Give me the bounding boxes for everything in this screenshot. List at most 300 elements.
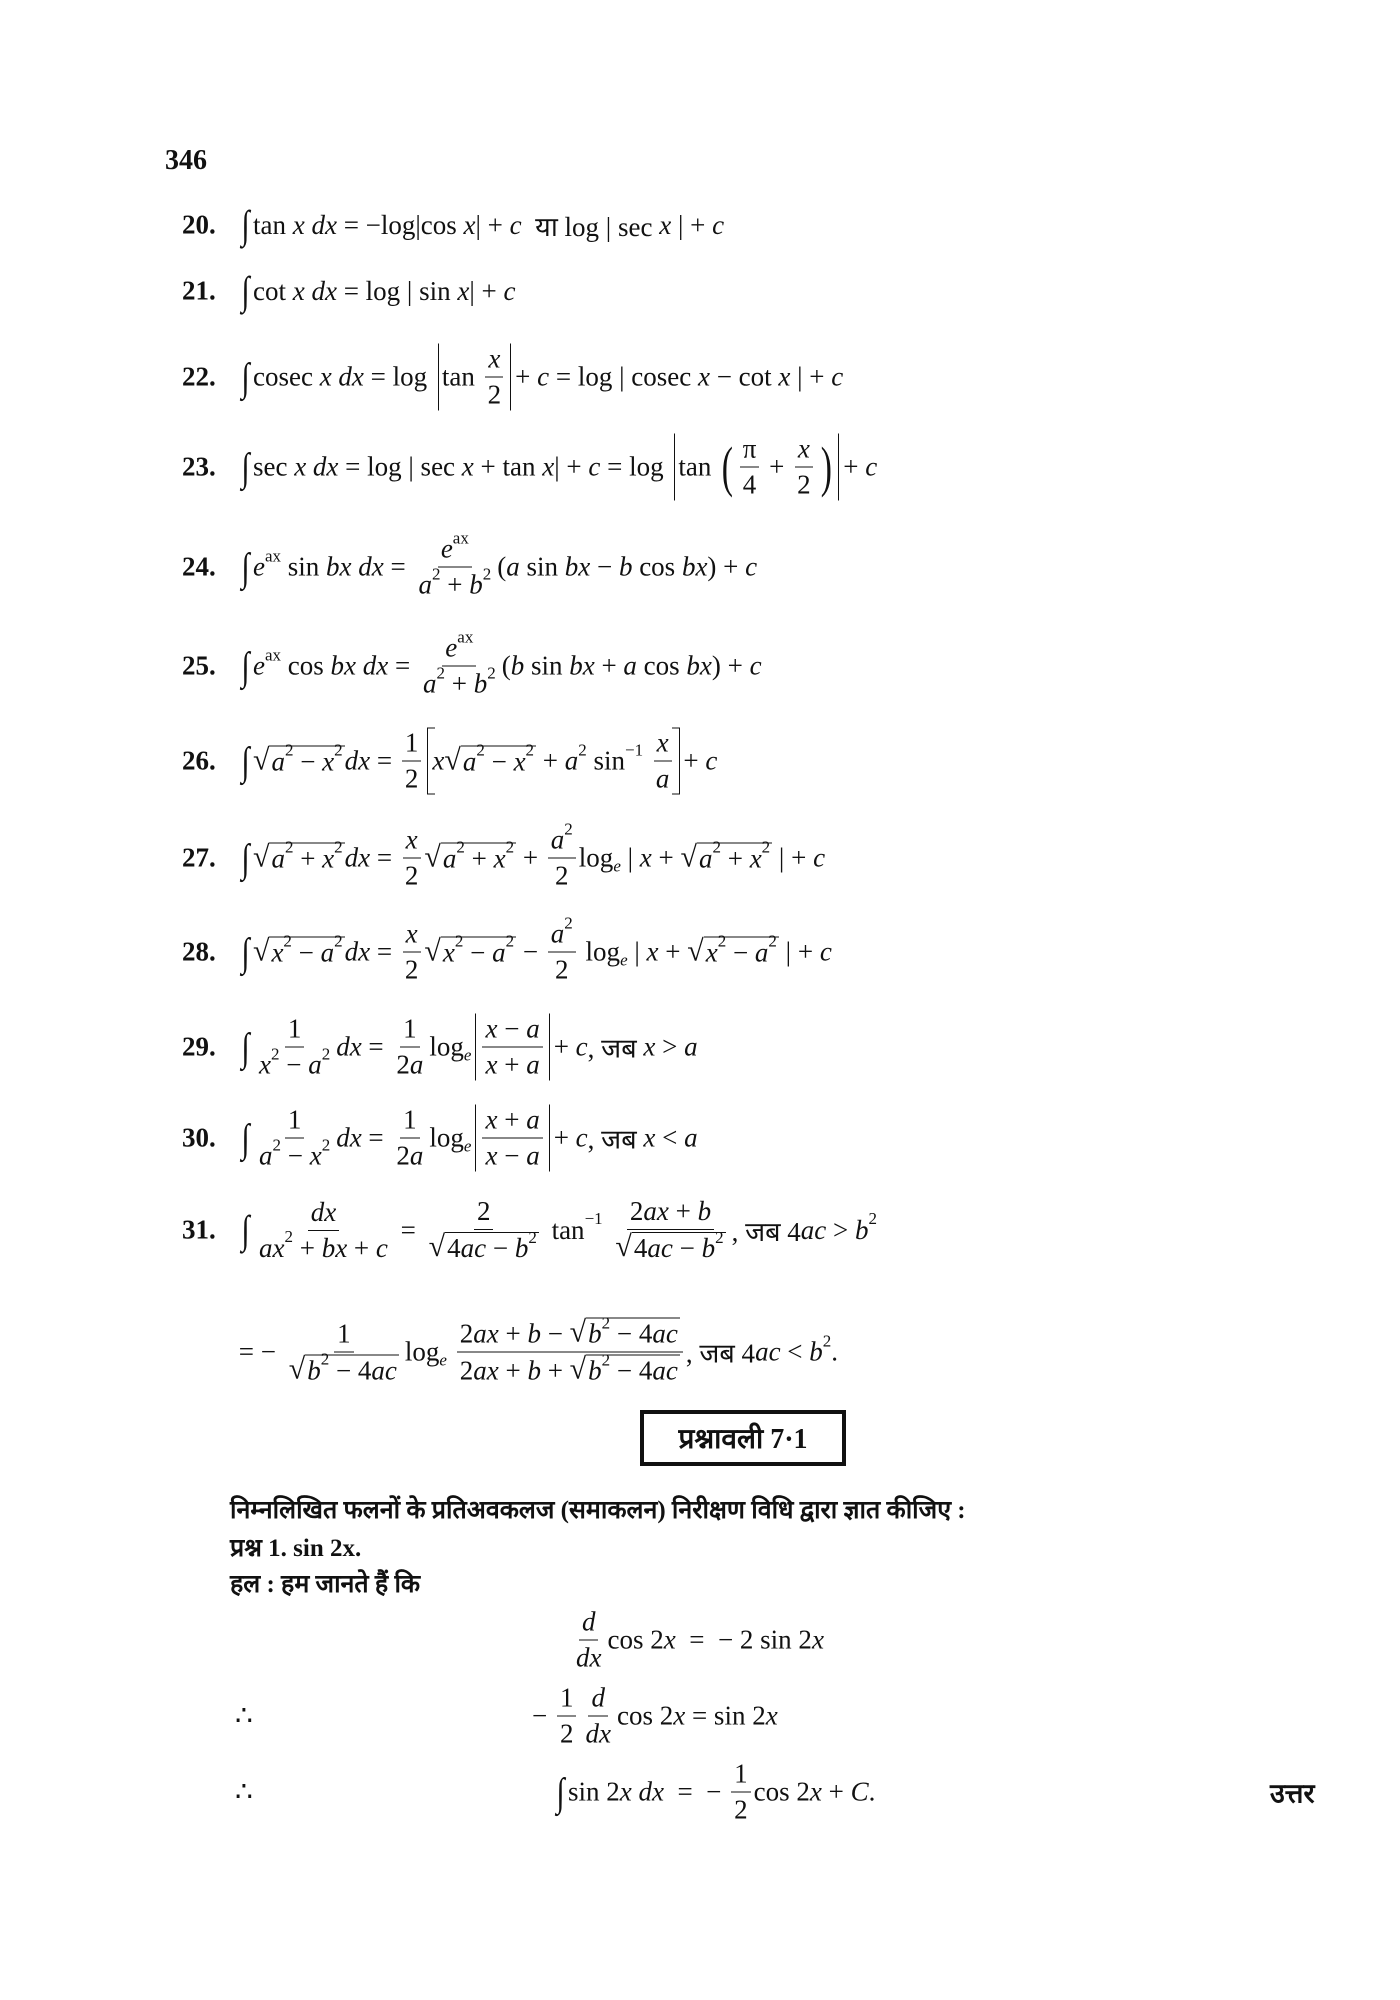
superscript: 2: [578, 740, 587, 759]
math-variable: c: [819, 936, 832, 967]
math-variable: a: [506, 551, 520, 582]
formula-number: 21.: [182, 275, 216, 306]
math-variable: b: [527, 1318, 541, 1348]
math-text: −: [672, 1233, 702, 1263]
math-variable: x: [485, 1140, 498, 1171]
formula-number: 30.: [182, 1122, 216, 1153]
math-variable: b: [469, 569, 483, 600]
math-text: +: [516, 842, 545, 873]
math-variable: e: [440, 533, 453, 564]
math-variable: a: [492, 937, 506, 967]
square-root: [680, 837, 772, 874]
superscript: 2: [715, 1227, 724, 1247]
radicand: [269, 837, 344, 874]
integral-sign: ∫: [241, 738, 250, 783]
math-text: 2: [487, 379, 502, 410]
math-variable: dx: [344, 745, 371, 776]
numerator: [400, 1014, 420, 1048]
math-variable: x dx: [619, 1776, 664, 1807]
math-text: = −: [232, 1336, 283, 1367]
math-text: = log: [363, 361, 434, 392]
math-text: 2: [459, 1355, 474, 1385]
fraction: [402, 728, 422, 795]
math-text: +: [497, 1104, 527, 1135]
integral-sign: ∫: [241, 643, 250, 688]
fraction: [731, 1759, 751, 1826]
math-text: +: [515, 361, 538, 392]
denominator: [653, 762, 673, 795]
exercise-instruction: निम्नलिखित फलनों के प्रतिअवकलज (समाकलन) निरीक्षण विधि द्वारा ज्ञात कीजिए :: [230, 1497, 966, 1524]
math-text: =: [370, 745, 399, 776]
math-variable: x: [646, 936, 659, 967]
math-text: 1: [403, 1104, 417, 1135]
math-text: −: [293, 746, 323, 776]
radical-sign: √: [569, 1315, 587, 1349]
numerator: [579, 1607, 599, 1641]
absolute-value: [475, 1105, 549, 1172]
math-text: 2: [559, 1718, 574, 1749]
math-text: −: [497, 1140, 527, 1171]
math-text: sin 2: [567, 1776, 620, 1807]
solution-step-3: [555, 1759, 875, 1826]
math-text: 1: [559, 1682, 574, 1713]
fraction: [740, 434, 760, 501]
superscript: 2: [320, 1349, 330, 1369]
numerator: [548, 819, 576, 859]
integral-sign: ∫: [241, 1115, 250, 1160]
fraction: [548, 819, 576, 892]
math-variable: x: [797, 433, 810, 464]
math-text: (: [497, 551, 507, 582]
numerator: [482, 1105, 542, 1139]
formula-23: [240, 434, 877, 501]
math-text: =: [361, 1122, 391, 1153]
denominator: [573, 1641, 604, 1674]
numerator: [485, 344, 503, 378]
math-variable: a: [526, 1049, 540, 1080]
fraction: [256, 1197, 391, 1264]
square-root: [615, 1227, 725, 1264]
math-variable: b: [809, 1336, 823, 1367]
math-text: 4: [447, 1233, 461, 1263]
math-variable: x dx: [292, 209, 337, 240]
square-root: [424, 837, 516, 874]
math-text: , जब: [587, 1033, 644, 1064]
math-variable: c: [712, 209, 725, 240]
math-variable: a: [684, 1031, 698, 1062]
math-text: या log | sec: [521, 211, 660, 242]
radical-sign: √: [288, 1352, 306, 1385]
denominator: [582, 1717, 613, 1750]
math-text: <: [780, 1336, 810, 1367]
math-variable: a: [550, 918, 565, 949]
numerator: [588, 1683, 608, 1717]
integral-sign: ∫: [241, 1207, 250, 1252]
denominator: [256, 1227, 391, 1264]
square-root: [424, 931, 516, 968]
math-variable: c: [588, 451, 601, 482]
math-variable: a: [623, 650, 637, 681]
math-variable: x: [778, 361, 791, 392]
denominator: [256, 1135, 333, 1172]
math-text: 2: [396, 1049, 410, 1080]
math-variable: dx: [344, 936, 371, 967]
integral-sign: ∫: [241, 444, 250, 489]
math-text: +: [293, 843, 323, 873]
numerator: [442, 627, 476, 667]
math-variable: a: [526, 1104, 540, 1135]
math-text: 2: [404, 860, 419, 891]
formula-number: 28.: [182, 936, 216, 967]
radical-sign: √: [424, 840, 441, 873]
math-variable: x: [542, 451, 555, 482]
math-variable: x: [309, 1140, 322, 1171]
math-variable: a: [526, 1140, 540, 1171]
fraction: [612, 1196, 728, 1264]
math-variable: a: [442, 843, 457, 873]
radicand: [586, 1350, 680, 1387]
radical-sign: √: [252, 934, 270, 967]
denominator: [482, 1139, 542, 1172]
superscript: 2: [601, 1350, 611, 1369]
formula-25: [240, 627, 762, 700]
fraction: [256, 1014, 333, 1081]
math-text: 4: [633, 1233, 648, 1263]
superscript: 2: [601, 1313, 611, 1332]
superscript: 2: [476, 740, 485, 760]
denominator: [402, 859, 422, 892]
square-root: [252, 740, 345, 777]
math-text: tan: [678, 451, 719, 482]
denominator: [612, 1227, 728, 1264]
formula-31: [240, 1196, 877, 1264]
formula-number: 29.: [182, 1031, 216, 1062]
math-text: + tan: [473, 451, 543, 482]
math-text: +: [843, 451, 866, 482]
formula-28: [240, 913, 832, 986]
superscript: 2: [321, 1044, 331, 1063]
math-variable: b: [473, 668, 488, 699]
math-text: 2: [555, 860, 569, 891]
numerator: [731, 1759, 751, 1793]
solution-step-1: [570, 1607, 824, 1674]
math-variable: e: [613, 856, 621, 875]
math-text: −: [590, 551, 619, 582]
math-text: − cot: [709, 361, 779, 392]
radicand: [441, 931, 516, 968]
math-text: +: [720, 843, 750, 873]
radicand: [632, 1227, 726, 1264]
answer-label: उत्तर: [1270, 1778, 1315, 1809]
math-text: | +: [554, 451, 589, 482]
solution-intro: हल : हम जानते हैं कि: [230, 1571, 421, 1598]
math-text: +: [440, 569, 470, 600]
math-text: tan: [544, 1214, 585, 1245]
math-text: 1: [734, 1758, 748, 1789]
math-variable: x: [639, 842, 652, 873]
math-variable: bx: [321, 1232, 348, 1263]
square-root: [569, 1350, 680, 1387]
numerator: [474, 1196, 494, 1230]
math-variable: a: [422, 668, 437, 699]
subscript: [613, 856, 621, 876]
math-variable: x: [643, 1031, 656, 1062]
radical-sign: √: [687, 934, 704, 967]
math-text: 2: [396, 1140, 410, 1171]
math-text: 2: [555, 954, 569, 985]
denominator: [402, 953, 422, 986]
radicand: [269, 740, 344, 777]
math-variable: x: [271, 937, 284, 967]
question-1: प्रश्न 1. sin 2x.: [230, 1535, 362, 1562]
math-variable: b: [588, 1355, 602, 1386]
math-text: 1: [287, 1013, 302, 1044]
math-text: +: [497, 1049, 527, 1080]
math-variable: a: [655, 763, 670, 794]
absolute-value: [438, 344, 511, 411]
math-text: +: [536, 745, 565, 776]
math-variable: e: [463, 1045, 472, 1064]
superscript: 2: [528, 1227, 537, 1247]
radical-sign: √: [444, 743, 461, 776]
integral-sign: ∫: [241, 835, 250, 880]
fraction: [402, 919, 422, 986]
math-variable: x: [485, 1013, 498, 1044]
fraction: [393, 1105, 426, 1172]
math-text: −: [484, 746, 514, 776]
math-variable: c: [503, 275, 516, 306]
denominator: [552, 859, 572, 892]
superscript: 2: [822, 1331, 832, 1350]
math-variable: ax: [643, 1196, 669, 1226]
numerator: [334, 1318, 354, 1352]
superscript: ax: [452, 528, 469, 547]
superscript: 2: [482, 564, 492, 583]
math-variable: x: [461, 451, 474, 482]
math-variable: dx: [585, 1718, 611, 1749]
math-variable: ac: [800, 1214, 827, 1245]
superscript: 2: [284, 740, 294, 760]
formula-number: 24.: [182, 551, 216, 582]
math-variable: x: [656, 727, 669, 758]
math-variable: c: [705, 745, 718, 776]
math-text: 2: [459, 1318, 474, 1348]
therefore-symbol: ∴: [235, 1701, 253, 1732]
math-variable: c: [575, 1122, 588, 1153]
denominator: [256, 1044, 333, 1081]
denominator: [402, 762, 422, 795]
numerator: [548, 913, 576, 953]
math-variable: a: [526, 1013, 540, 1044]
math-text: <: [655, 1122, 685, 1153]
superscript: 2: [334, 837, 343, 857]
formula-number: 25.: [182, 650, 216, 681]
formula-20: [240, 202, 725, 247]
math-variable: c: [813, 842, 826, 873]
math-text: 2: [629, 1196, 644, 1226]
superscript: 2: [284, 837, 294, 857]
radical-sign: √: [428, 1230, 446, 1263]
math-variable: b: [307, 1355, 321, 1385]
math-variable: a: [564, 745, 579, 776]
math-variable: a: [320, 937, 335, 967]
math-variable: a: [258, 1140, 273, 1171]
numerator: [308, 1197, 339, 1231]
math-variable: a: [409, 1140, 424, 1171]
radical-sign: √: [252, 840, 270, 873]
formula-26: [240, 728, 717, 795]
radicand: [461, 740, 536, 777]
numerator: [285, 1105, 305, 1139]
math-text: −: [463, 937, 493, 967]
math-variable: ac: [460, 1233, 487, 1263]
math-text: +: [464, 843, 494, 873]
math-variable: x dx: [319, 361, 364, 392]
math-text: (: [501, 650, 511, 681]
math-variable: x: [673, 1700, 686, 1731]
fraction: [794, 434, 814, 501]
superscript: ax: [264, 645, 281, 664]
math-text: tan: [441, 361, 482, 392]
fraction: [482, 1014, 542, 1081]
superscript: 2: [454, 931, 464, 951]
math-variable: x: [493, 843, 506, 873]
math-variable: ax: [473, 1318, 499, 1348]
math-text: =: [388, 650, 417, 681]
math-text: π: [742, 433, 757, 464]
math-variable: x: [432, 745, 445, 776]
math-text: cosec: [252, 361, 320, 392]
math-text: = log | sec: [338, 451, 462, 482]
math-text: tan: [252, 209, 293, 240]
exercise-title: प्रश्नावली 7·1: [678, 1424, 808, 1455]
math-variable: e: [252, 551, 265, 582]
denominator: [457, 1350, 683, 1387]
math-text: =: [383, 551, 413, 582]
superscript: ax: [457, 627, 474, 646]
math-variable: ac: [652, 1355, 678, 1386]
fraction: [457, 1313, 683, 1387]
formula-number: 22.: [182, 361, 216, 392]
math-text: −: [540, 1318, 570, 1348]
math-variable: a: [308, 1049, 322, 1080]
square-root: [428, 1227, 539, 1264]
math-variable: x: [457, 275, 470, 306]
superscript: 2: [717, 931, 727, 951]
math-variable: C: [850, 1776, 869, 1807]
math-variable: x: [485, 1104, 498, 1135]
parentheses: [718, 434, 835, 501]
numerator: [627, 1196, 714, 1230]
math-variable: bx dx: [326, 551, 384, 582]
math-text: − 4: [610, 1355, 653, 1386]
math-text: +: [594, 650, 624, 681]
absolute-value: [475, 1014, 549, 1081]
radicand: [704, 931, 779, 968]
math-text: cos 2: [616, 1700, 674, 1731]
math-text: 2: [404, 954, 419, 985]
math-variable: ac: [652, 1318, 678, 1349]
formula-29: [240, 1014, 698, 1081]
integral-sign: ∫: [241, 268, 250, 313]
math-text: −: [516, 936, 545, 967]
math-variable: c: [865, 451, 878, 482]
denominator: [426, 1227, 542, 1264]
math-variable: x: [809, 1776, 822, 1807]
math-variable: x: [749, 843, 762, 873]
fraction: [420, 627, 499, 700]
square-root: [687, 931, 779, 968]
math-variable: c: [749, 650, 762, 681]
math-variable: b: [701, 1233, 716, 1263]
radicand: [697, 837, 772, 874]
denominator: [393, 1139, 426, 1172]
math-text: .: [868, 1776, 876, 1807]
math-variable: x: [405, 918, 418, 949]
math-variable: x: [811, 1624, 824, 1655]
math-variable: b: [527, 1355, 541, 1385]
denominator: [794, 468, 814, 501]
math-variable: x: [258, 1049, 271, 1080]
math-text: 1: [404, 727, 419, 758]
formula-31-continuation: [232, 1313, 839, 1387]
math-text: = log | sin: [336, 275, 458, 306]
math-variable: x: [488, 343, 501, 374]
subscript: [464, 1136, 472, 1156]
math-text: sin: [524, 650, 570, 681]
subscript: [439, 1350, 447, 1370]
math-text: +: [683, 745, 706, 776]
math-text: −: [279, 1049, 309, 1080]
superscript: 2: [505, 931, 515, 951]
math-variable: e: [620, 950, 628, 969]
math-text: 1: [337, 1318, 351, 1348]
math-text: cos 2: [607, 1624, 664, 1655]
math-variable: bx: [686, 650, 712, 681]
math-text: log: [578, 842, 614, 873]
superscript: 2: [284, 1227, 293, 1246]
math-variable: x: [322, 746, 335, 776]
math-text: log: [578, 936, 621, 967]
math-variable: a: [409, 1049, 424, 1080]
math-text: −: [280, 1140, 310, 1171]
math-text: >: [826, 1214, 856, 1245]
math-variable: b: [618, 551, 633, 582]
numerator: [740, 434, 760, 468]
math-variable: x dx: [294, 451, 339, 482]
formula-number: 23.: [182, 451, 216, 482]
superscript: 2: [272, 1135, 281, 1154]
math-variable: dx: [310, 1196, 337, 1227]
fraction: [582, 1683, 613, 1750]
denominator: [557, 1717, 577, 1750]
math-text: [643, 746, 650, 777]
radicand: [305, 1349, 399, 1386]
math-text: 4: [742, 469, 757, 500]
math-text: = log | cosec: [549, 361, 698, 392]
superscript: 2: [487, 663, 496, 682]
math-variable: c: [831, 361, 844, 392]
superscript: 2: [321, 1135, 331, 1154]
superscript: 2: [868, 1209, 878, 1228]
math-text: = −: [663, 1776, 729, 1807]
denominator: [552, 953, 572, 986]
superscript: 2: [334, 740, 343, 760]
math-text: [447, 1337, 454, 1368]
math-variable: bx dx: [330, 650, 389, 681]
math-text: sin: [519, 551, 565, 582]
math-text: −: [486, 1233, 515, 1263]
